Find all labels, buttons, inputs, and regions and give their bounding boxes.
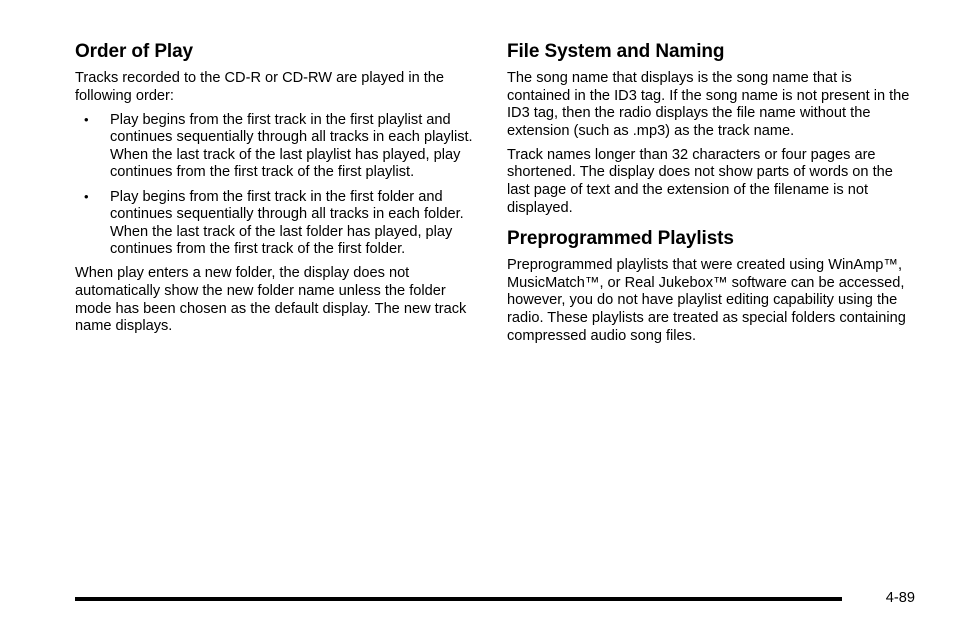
bullet-icon: • (84, 188, 89, 204)
section-heading-preprogrammed-playlists: Preprogrammed Playlists (507, 228, 734, 250)
left-column (75, 40, 485, 342)
order-of-play-closing: When play enters a new folder, the display does not automatically show the new folder name unless the folder mode has been chosen as the default display. The new track name displays. (75, 265, 467, 335)
list-item (75, 189, 485, 259)
list-item-text: Play begins from the first track in the first folder and continues sequentially through all tracks in each folder. When the last track of the last folder has played, play continues from the first track of the first folder. (110, 188, 464, 258)
file-system-paragraph-1: The song name that displays is the song name that is contained in the ID3 tag. If the song name is not present in the ID3 tag, then the radio displays the file name without the extension (such as .mp3) as the track name. (507, 70, 910, 139)
page-number: 4-89 (885, 590, 915, 606)
list-item (75, 112, 485, 182)
preprogrammed-playlists-paragraph: Preprogrammed playlists that were created using WinAmp™, MusicMatch™, or Real Jukebox™ software can be accessed, however, you do not have playlist editing capability using the radio. These playlists are treated as special folders containing compressed audio song files. (507, 257, 906, 344)
section-heading-order-of-play: Order of Play (75, 41, 194, 62)
order-of-play-intro: Tracks recorded to the CD-R or CD-RW are played in the following order: (75, 70, 445, 104)
bullet-icon: • (84, 111, 89, 127)
list-item-text: Play begins from the first track in the first playlist and continues sequentially through all tracks in each playlist. When the last track of the last playlist has played, play continues from the first track of the first playlist. (110, 111, 473, 181)
section-heading-file-system: File System and Naming (507, 41, 725, 62)
right-column (507, 40, 912, 352)
play-order-list (75, 112, 485, 259)
file-system-paragraph-2: Track names longer than 32 characters or four pages are shortened. The display does not show parts of words on the last page of text and the extension of the filename is not displayed. (507, 146, 893, 216)
footer-rule (75, 597, 842, 601)
